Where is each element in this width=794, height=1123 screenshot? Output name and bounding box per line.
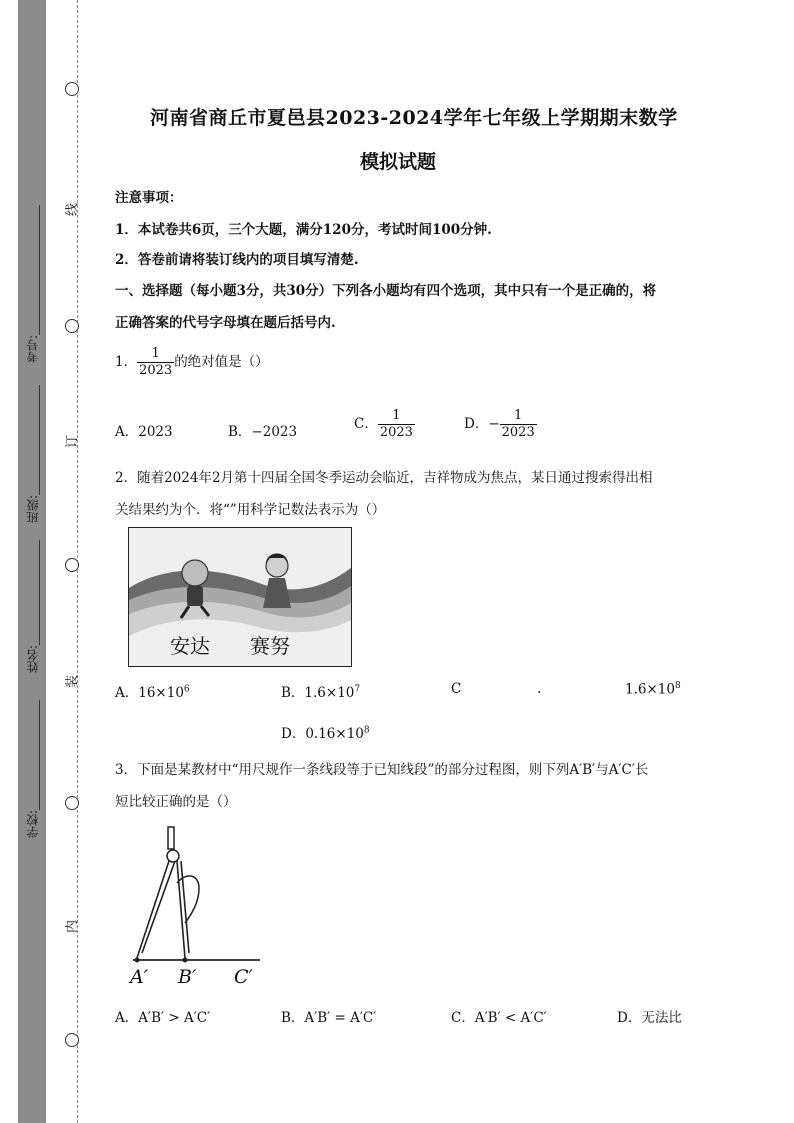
figure-label-c: C′ [234, 966, 253, 988]
option-exponent: 7 [354, 684, 361, 695]
field-exam-number[interactable] [18, 205, 46, 363]
option-prefix: D．− [464, 416, 500, 432]
question-3: 3．下面是某教材中“用尺规作一条线段等于已知线段”的部分过程图，则下列A′B′与A′C′长 [115, 762, 649, 778]
q3-option-b[interactable]: B．A′B′ = A′C′ [281, 1010, 377, 1026]
binding-hole-icon [65, 558, 79, 572]
denominator: 2023 [501, 425, 535, 440]
notice-item: 2．答卷前请将装订线内的项目填写清楚. [115, 252, 359, 268]
question-2: 2．随着2024年2月第十四届全国冬季运动会临近，吉祥物成为焦点，某日通过搜索得出相 [115, 470, 653, 486]
numerator: 1 [514, 408, 523, 423]
q1-option-b[interactable]: B．−2023 [228, 424, 298, 440]
mascot-caption-right: 赛努 [250, 634, 290, 658]
field-school[interactable] [18, 700, 46, 838]
q1-option-d[interactable] [464, 408, 537, 441]
field-underline [39, 205, 40, 335]
option-base: A．16×10 [115, 685, 184, 701]
question-2-cont: 关结果约为个．将“”用科学记数法表示为（） [115, 502, 386, 518]
q1-option-a[interactable]: A．2023 [115, 424, 173, 440]
option-base: D．0.16×10 [281, 726, 364, 742]
field-underline [39, 700, 40, 810]
question-1 [115, 346, 269, 379]
question-text: 的绝对值是（） [174, 354, 269, 370]
exam-subtitle: 模拟试题 [360, 151, 437, 173]
section-heading: 一、选择题（每小题3分，共30分）下列各小题均有四个选项，其中只有一个是正确的，将 [115, 283, 657, 299]
binding-hole-icon [65, 319, 79, 333]
denominator: 2023 [379, 425, 413, 440]
option-base: B．1.6×10 [281, 685, 355, 701]
binding-hole-icon [65, 1033, 79, 1047]
q2-option-c-dot: . [537, 681, 542, 697]
binding-char-zhuang: 装 [65, 674, 81, 689]
figure-label-a: A′ [130, 966, 149, 988]
exam-title: 河南省商丘市夏邑县2023-2024学年七年级上学期期末数学 [150, 107, 678, 129]
denominator: 2023 [139, 363, 173, 378]
option-exponent: 8 [363, 725, 370, 736]
field-label: 班级: [25, 495, 40, 524]
binding-hole-icon [65, 796, 79, 810]
figure-label-b: B′ [178, 966, 197, 988]
fraction [378, 408, 415, 441]
binding-char-xian: 线 [65, 202, 81, 217]
option-exponent: 6 [183, 684, 190, 695]
fraction [137, 346, 174, 379]
section-heading-cont: 正确答案的代号字母填在题后括号内. [115, 315, 336, 331]
q2-option-c-letter[interactable]: C [451, 681, 462, 697]
binding-hole-icon [65, 82, 79, 96]
q3-option-d[interactable]: D．无法比 [617, 1010, 682, 1026]
q3-option-c[interactable]: C．A′B′ < A′C′ [451, 1010, 547, 1026]
option-exponent: 8 [674, 681, 681, 691]
q2-option-c[interactable] [625, 681, 681, 698]
q3-option-a[interactable]: A．A′B′ > A′C′ [115, 1010, 211, 1026]
notice-item: 1．本试卷共6页，三个大题，满分120分，考试时间100分钟. [115, 222, 492, 238]
q2-option-b[interactable] [281, 681, 360, 701]
q2-option-a[interactable] [115, 681, 190, 701]
notice-heading: 注意事项： [115, 190, 183, 206]
field-underline [39, 540, 40, 645]
binding-char-nei: 内 [65, 919, 81, 934]
q1-option-c[interactable] [354, 408, 415, 441]
fraction [500, 408, 537, 441]
field-underline [39, 385, 40, 495]
field-label: 考号: [25, 335, 40, 364]
mascot-caption-left: 安达 [170, 634, 210, 658]
mascot-image [128, 527, 352, 667]
option-prefix: C． [354, 416, 378, 432]
option-base: 1.6×10 [625, 681, 675, 698]
binding-char-ding: 订 [65, 434, 81, 449]
q2-option-d[interactable] [281, 722, 370, 742]
numerator: 1 [392, 408, 401, 423]
field-label: 姓名: [25, 645, 40, 674]
question-number: 1． [115, 354, 138, 370]
field-name[interactable] [18, 540, 46, 673]
compass-figure [125, 823, 265, 988]
field-label: 学校: [25, 810, 40, 839]
numerator: 1 [151, 346, 160, 361]
field-class[interactable] [18, 385, 46, 523]
question-3-cont: 短比较正确的是（） [115, 794, 237, 810]
